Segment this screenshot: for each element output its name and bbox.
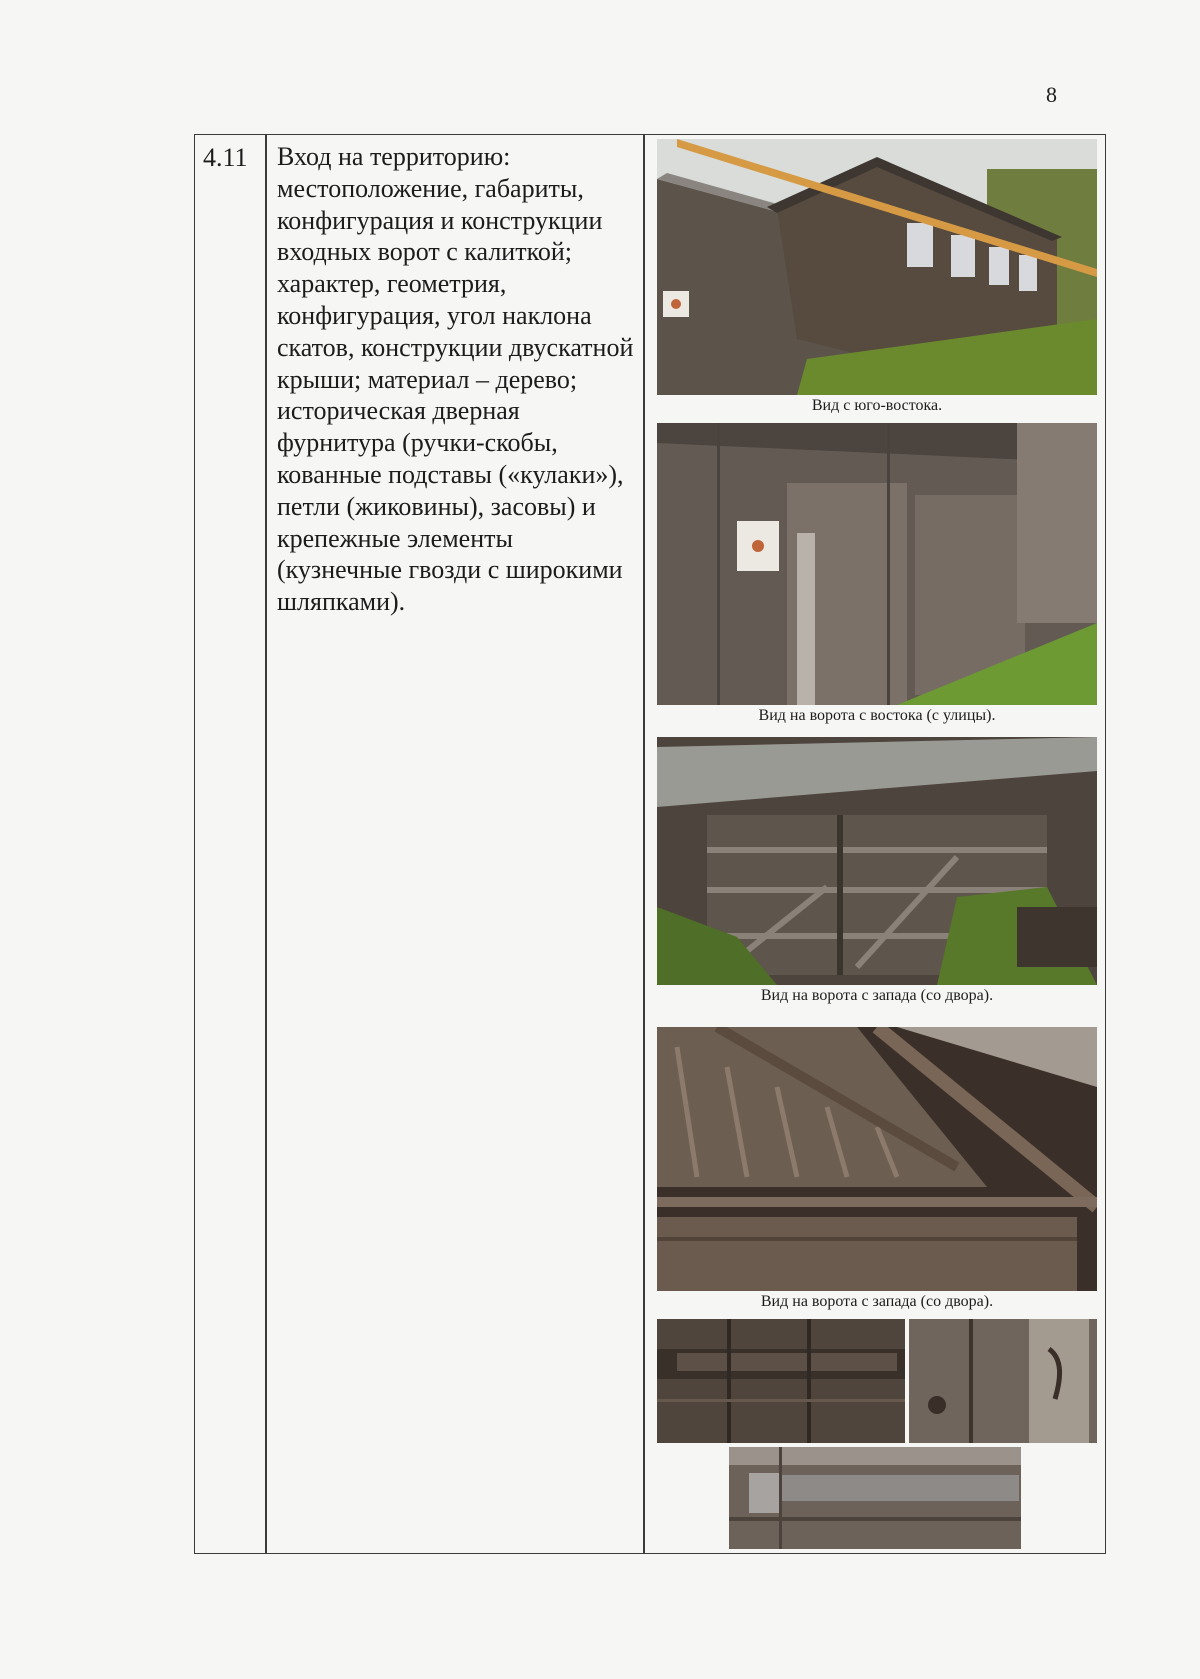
photo-gates-east (657, 423, 1097, 705)
photo-handle-detail (909, 1319, 1097, 1443)
photo-strap-hinge (729, 1447, 1021, 1549)
photo-caption: Вид с юго-востока. (811, 397, 943, 414)
photo-caption: Вид на ворота с востока (с улицы). (758, 707, 996, 724)
row-description: Вход на территорию: местоположение, габариты, конфигурация и конструкции входных ворот с калиткой; характер, геометрия, конфигурация, угол наклона скатов, конструкции двускатной крыши; материал – дерево; историческая дверная фурнитура (ручки-скобы, кованные подставы («кулаки»), петли (жиковины), засовы) и крепежные элементы (кузнечные гвозди с широкими шляпками). (277, 142, 634, 617)
column-divider (265, 135, 267, 1553)
row-number: 4.11 (203, 143, 248, 172)
heritage-table (194, 134, 1106, 1554)
column-divider (643, 135, 645, 1553)
photo-caption: Вид на ворота с запада (со двора). (760, 1293, 994, 1310)
page-number: 8 (1046, 82, 1057, 107)
photo-southeast-view (657, 139, 1097, 395)
photo-caption: Вид на ворота с запада (со двора). (760, 987, 994, 1004)
photo-roof-structure (657, 1027, 1097, 1291)
photo-gates-west-yard (657, 737, 1097, 985)
photo-hinge-detail (657, 1319, 905, 1443)
